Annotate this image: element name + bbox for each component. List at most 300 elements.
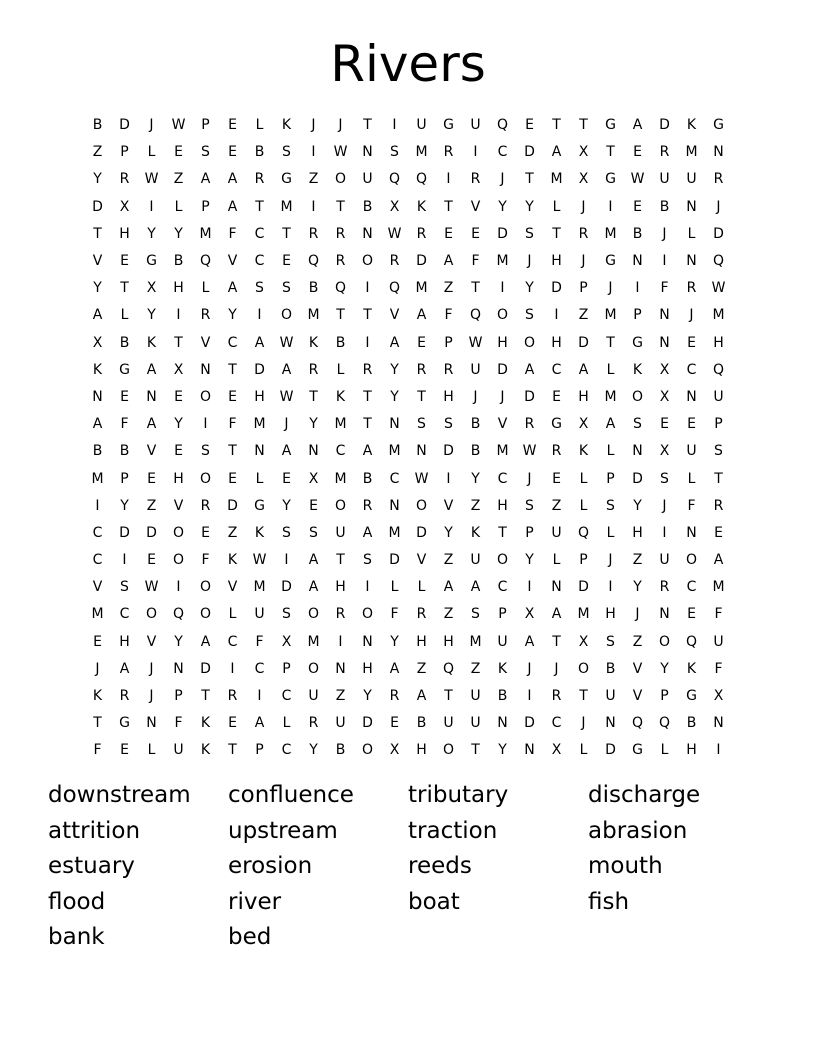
grid-row: [84, 656, 732, 683]
grid-letter: G: [713, 117, 724, 134]
grid-letter: D: [524, 715, 535, 732]
grid-letter: Y: [444, 524, 453, 541]
grid-letter: I: [392, 117, 397, 134]
grid-letter: K: [200, 715, 211, 732]
grid-letter: T: [120, 280, 129, 297]
grid-letter: O: [334, 497, 347, 514]
grid-letter: M: [685, 144, 698, 161]
grid-letter: H: [119, 225, 130, 242]
grid-letter: U: [605, 688, 616, 705]
grid-letter: Y: [498, 198, 507, 215]
grid-letter: O: [442, 742, 455, 759]
grid-letter: T: [363, 117, 372, 134]
grid-letter: S: [282, 524, 291, 541]
grid-letter: T: [363, 388, 372, 405]
grid-letter: L: [282, 715, 291, 732]
grid-letter: B: [362, 470, 373, 487]
grid-letter: H: [119, 633, 130, 650]
grid-letter: Z: [227, 524, 238, 541]
grid-letter: S: [606, 497, 615, 514]
grid-letter: O: [334, 171, 347, 188]
grid-letter: Y: [390, 633, 399, 650]
grid-letter: U: [659, 552, 670, 569]
grid-letter: H: [416, 633, 427, 650]
grid-letter: E: [147, 470, 156, 487]
grid-letter: S: [633, 416, 642, 433]
grid-letter: Q: [388, 171, 401, 188]
grid-letter: K: [416, 198, 427, 215]
grid-letter: A: [254, 334, 265, 351]
grid-letter: A: [119, 660, 130, 677]
grid-letter: M: [496, 253, 509, 270]
grid-letter: R: [308, 225, 319, 242]
grid-letter: D: [119, 117, 130, 134]
grid-letter: C: [92, 552, 103, 569]
grid-letter: S: [390, 144, 399, 161]
grid-letter: S: [525, 307, 534, 324]
grid-letter: D: [200, 660, 211, 677]
grid-letter: H: [362, 660, 373, 677]
grid-row: [84, 629, 732, 656]
grid-letter: I: [257, 307, 262, 324]
grid-letter: W: [252, 552, 267, 569]
grid-letter: X: [281, 633, 292, 650]
grid-letter: Q: [334, 280, 347, 297]
grid-letter: Y: [309, 742, 318, 759]
grid-letter: H: [416, 742, 427, 759]
grid-letter: L: [417, 579, 426, 596]
grid-letter: S: [201, 144, 210, 161]
grid-letter: X: [578, 171, 589, 188]
grid-letter: C: [254, 660, 265, 677]
grid-letter: P: [120, 470, 129, 487]
word-list-item: erosion: [228, 853, 313, 880]
grid-letter: K: [470, 524, 481, 541]
grid-letter: E: [552, 470, 561, 487]
page-title: Rivers: [330, 35, 486, 93]
grid-letter: I: [95, 497, 100, 514]
grid-letter: D: [389, 552, 400, 569]
grid-letter: P: [660, 688, 669, 705]
grid-letter: R: [524, 416, 535, 433]
word-list-item: upstream: [228, 817, 338, 844]
grid-letter: J: [500, 388, 505, 405]
grid-letter: T: [201, 688, 210, 705]
grid-letter: K: [686, 660, 697, 677]
grid-row: [84, 411, 732, 438]
grid-letter: P: [201, 117, 210, 134]
grid-letter: Q: [307, 253, 320, 270]
grid-letter: Y: [660, 660, 669, 677]
grid-letter: O: [199, 470, 212, 487]
grid-letter: N: [686, 253, 697, 270]
grid-letter: I: [257, 688, 262, 705]
grid-letter: S: [525, 225, 534, 242]
grid-letter: Q: [199, 253, 212, 270]
grid-letter: Z: [632, 633, 643, 650]
grid-letter: Q: [577, 524, 590, 541]
grid-letter: O: [199, 606, 212, 623]
grid-letter: R: [470, 171, 481, 188]
grid-letter: K: [281, 117, 292, 134]
grid-letter: T: [525, 171, 534, 188]
grid-letter: A: [281, 361, 292, 378]
grid-letter: T: [93, 225, 102, 242]
grid-letter: V: [227, 579, 238, 596]
grid-letter: B: [605, 660, 616, 677]
grid-letter: I: [230, 660, 235, 677]
grid-letter: E: [714, 524, 723, 541]
grid-letter: R: [416, 361, 427, 378]
grid-letter: Y: [498, 742, 507, 759]
grid-letter: J: [527, 470, 532, 487]
grid-letter: N: [497, 715, 508, 732]
grid-letter: I: [365, 280, 370, 297]
grid-letter: G: [686, 688, 697, 705]
grid-letter: Q: [685, 633, 698, 650]
grid-row: [84, 601, 732, 628]
grid-letter: L: [606, 524, 615, 541]
grid-letter: E: [417, 334, 426, 351]
grid-letter: E: [687, 334, 696, 351]
grid-letter: I: [662, 253, 667, 270]
grid-letter: B: [632, 225, 643, 242]
grid-letter: U: [416, 117, 427, 134]
grid-letter: E: [552, 388, 561, 405]
grid-letter: Q: [712, 253, 725, 270]
grid-letter: B: [119, 443, 130, 460]
grid-letter: V: [146, 633, 157, 650]
grid-letter: W: [144, 171, 159, 188]
grid-letter: F: [228, 225, 237, 242]
grid-letter: T: [282, 225, 291, 242]
grid-letter: I: [176, 579, 181, 596]
grid-letter: U: [470, 552, 481, 569]
grid-letter: A: [281, 443, 292, 460]
grid-letter: M: [307, 307, 320, 324]
grid-letter: I: [608, 579, 613, 596]
grid-letter: R: [362, 497, 373, 514]
grid-letter: J: [608, 552, 613, 569]
grid-letter: N: [362, 633, 373, 650]
grid-letter: A: [578, 361, 589, 378]
grid-letter: Z: [308, 171, 319, 188]
grid-letter: P: [579, 280, 588, 297]
grid-letter: S: [660, 470, 669, 487]
grid-letter: O: [199, 579, 212, 596]
grid-letter: E: [228, 388, 237, 405]
grid-letter: Q: [496, 117, 509, 134]
grid-letter: A: [254, 715, 265, 732]
grid-letter: Z: [470, 660, 481, 677]
grid-letter: T: [714, 470, 723, 487]
grid-letter: E: [174, 144, 183, 161]
grid-letter: K: [686, 117, 697, 134]
grid-letter: H: [173, 280, 184, 297]
grid-letter: U: [362, 171, 373, 188]
grid-letter: P: [579, 552, 588, 569]
grid-letter: U: [551, 524, 562, 541]
grid-row: [84, 194, 732, 221]
grid-letter: X: [389, 742, 400, 759]
grid-letter: Y: [174, 225, 183, 242]
grid-letter: A: [389, 660, 400, 677]
grid-letter: M: [91, 606, 104, 623]
grid-letter: X: [659, 361, 670, 378]
grid-letter: X: [173, 361, 184, 378]
grid-letter: U: [470, 715, 481, 732]
grid-letter: R: [659, 579, 670, 596]
grid-letter: N: [659, 307, 670, 324]
grid-letter: I: [311, 144, 316, 161]
grid-letter: Y: [390, 361, 399, 378]
grid-letter: L: [579, 470, 588, 487]
grid-letter: O: [280, 307, 293, 324]
grid-letter: X: [659, 388, 670, 405]
grid-letter: N: [335, 660, 346, 677]
grid-letter: A: [443, 253, 454, 270]
grid-letter: M: [712, 579, 725, 596]
grid-letter: D: [497, 361, 508, 378]
grid-letter: P: [633, 307, 642, 324]
grid-letter: H: [443, 388, 454, 405]
grid-letter: N: [524, 742, 535, 759]
grid-letter: R: [416, 606, 427, 623]
grid-letter: B: [92, 117, 103, 134]
grid-letter: S: [525, 497, 534, 514]
grid-letter: D: [119, 524, 130, 541]
grid-letter: J: [581, 253, 586, 270]
grid-letter: D: [632, 470, 643, 487]
grid-letter: S: [606, 633, 615, 650]
grid-letter: H: [632, 524, 643, 541]
grid-letter: B: [119, 334, 130, 351]
grid-letter: Z: [551, 497, 562, 514]
grid-letter: J: [581, 715, 586, 732]
grid-row: [84, 574, 732, 601]
grid-letter: B: [335, 742, 346, 759]
grid-letter: S: [282, 144, 291, 161]
grid-letter: A: [227, 198, 238, 215]
grid-letter: K: [254, 524, 265, 541]
grid-letter: E: [228, 470, 237, 487]
grid-row: [84, 275, 732, 302]
grid-letter: L: [390, 579, 399, 596]
grid-letter: T: [498, 524, 507, 541]
grid-letter: L: [687, 225, 696, 242]
grid-letter: C: [497, 579, 508, 596]
grid-letter: W: [279, 334, 294, 351]
grid-letter: R: [416, 225, 427, 242]
grid-letter: W: [279, 388, 294, 405]
grid-letter: V: [497, 416, 508, 433]
grid-letter: G: [605, 117, 616, 134]
grid-letter: D: [227, 497, 238, 514]
grid-letter: B: [308, 280, 319, 297]
grid-row: [84, 493, 732, 520]
grid-letter: J: [716, 198, 721, 215]
grid-letter: E: [633, 198, 642, 215]
grid-letter: Z: [443, 280, 454, 297]
grid-letter: U: [686, 443, 697, 460]
grid-letter: H: [335, 579, 346, 596]
grid-letter: I: [338, 633, 343, 650]
grid-letter: F: [390, 606, 399, 623]
grid-letter: S: [255, 280, 264, 297]
grid-letter: Y: [93, 171, 102, 188]
grid-letter: R: [308, 715, 319, 732]
grid-letter: C: [335, 443, 346, 460]
grid-letter: P: [174, 688, 183, 705]
grid-letter: M: [280, 198, 293, 215]
grid-letter: A: [443, 579, 454, 596]
grid-letter: Z: [92, 144, 103, 161]
grid-letter: J: [527, 253, 532, 270]
grid-letter: T: [552, 225, 561, 242]
grid-letter: H: [173, 470, 184, 487]
grid-letter: B: [686, 715, 697, 732]
grid-letter: L: [255, 470, 264, 487]
grid-letter: A: [632, 117, 643, 134]
grid-letter: L: [552, 552, 561, 569]
grid-letter: T: [417, 388, 426, 405]
grid-letter: R: [443, 144, 454, 161]
grid-letter: H: [713, 334, 724, 351]
grid-letter: K: [632, 361, 643, 378]
grid-row: [84, 112, 732, 139]
grid-letter: F: [228, 416, 237, 433]
grid-letter: A: [713, 552, 724, 569]
grid-letter: R: [713, 497, 724, 514]
grid-letter: Z: [578, 307, 589, 324]
grid-letter: L: [579, 497, 588, 514]
grid-letter: C: [281, 742, 292, 759]
grid-letter: X: [578, 144, 589, 161]
grid-row: [84, 683, 732, 710]
grid-letter: M: [334, 416, 347, 433]
word-list-item: estuary: [48, 853, 135, 880]
grid-letter: B: [173, 253, 184, 270]
grid-letter: W: [711, 280, 726, 297]
grid-letter: O: [415, 497, 428, 514]
grid-letter: C: [497, 470, 508, 487]
grid-letter: E: [120, 253, 129, 270]
grid-letter: I: [527, 688, 532, 705]
grid-row: [84, 547, 732, 574]
grid-letter: E: [174, 388, 183, 405]
grid-letter: L: [579, 742, 588, 759]
grid-letter: S: [471, 606, 480, 623]
grid-letter: B: [254, 144, 265, 161]
grid-letter: P: [201, 198, 210, 215]
grid-letter: O: [307, 606, 320, 623]
grid-letter: T: [309, 388, 318, 405]
grid-letter: S: [714, 443, 723, 460]
grid-letter: L: [201, 280, 210, 297]
grid-letter: E: [228, 144, 237, 161]
grid-letter: P: [444, 334, 453, 351]
grid-letter: G: [119, 715, 130, 732]
grid-letter: J: [635, 606, 640, 623]
grid-letter: N: [362, 225, 373, 242]
grid-letter: H: [578, 388, 589, 405]
grid-letter: E: [228, 715, 237, 732]
grid-letter: A: [389, 334, 400, 351]
grid-letter: D: [416, 253, 427, 270]
grid-letter: W: [387, 225, 402, 242]
grid-letter: M: [415, 144, 428, 161]
grid-letter: B: [497, 688, 508, 705]
grid-letter: K: [92, 361, 103, 378]
grid-letter: L: [228, 606, 237, 623]
grid-letter: T: [363, 416, 372, 433]
grid-letter: J: [95, 660, 100, 677]
grid-letter: N: [713, 144, 724, 161]
grid-letter: K: [308, 334, 319, 351]
grid-letter: O: [361, 606, 374, 623]
grid-letter: D: [578, 579, 589, 596]
grid-letter: U: [308, 688, 319, 705]
grid-letter: J: [662, 497, 667, 514]
grid-letter: L: [147, 742, 156, 759]
grid-letter: V: [632, 688, 643, 705]
grid-letter: Z: [632, 552, 643, 569]
grid-letter: C: [281, 688, 292, 705]
grid-letter: U: [470, 688, 481, 705]
grid-letter: K: [200, 742, 211, 759]
grid-letter: J: [581, 198, 586, 215]
grid-letter: V: [470, 198, 481, 215]
grid-letter: C: [686, 579, 697, 596]
grid-letter: E: [687, 416, 696, 433]
grid-letter: W: [630, 171, 645, 188]
grid-letter: K: [227, 552, 238, 569]
grid-letter: Q: [388, 280, 401, 297]
grid-letter: P: [714, 416, 723, 433]
grid-letter: I: [311, 198, 316, 215]
grid-letter: F: [120, 416, 129, 433]
grid-letter: O: [577, 660, 590, 677]
grid-letter: Y: [525, 552, 534, 569]
grid-letter: F: [174, 715, 183, 732]
grid-letter: Q: [631, 715, 644, 732]
grid-letter: Q: [469, 307, 482, 324]
grid-letter: W: [333, 144, 348, 161]
grid-letter: A: [524, 361, 535, 378]
grid-letter: I: [716, 742, 721, 759]
grid-letter: L: [255, 117, 264, 134]
grid-letter: T: [93, 715, 102, 732]
grid-letter: Y: [525, 280, 534, 297]
grid-letter: F: [471, 253, 480, 270]
grid-letter: M: [91, 470, 104, 487]
grid-letter: P: [606, 470, 615, 487]
grid-letter: I: [500, 280, 505, 297]
grid-letter: O: [496, 307, 509, 324]
grid-letter: R: [254, 171, 265, 188]
grid-letter: A: [308, 552, 319, 569]
grid-letter: C: [119, 606, 130, 623]
grid-letter: M: [388, 524, 401, 541]
grid-letter: M: [307, 633, 320, 650]
grid-letter: F: [201, 552, 210, 569]
grid-letter: D: [551, 280, 562, 297]
grid-letter: A: [362, 524, 373, 541]
grid-letter: J: [689, 307, 694, 324]
grid-letter: F: [687, 497, 696, 514]
grid-letter: Y: [390, 388, 399, 405]
grid-letter: J: [608, 280, 613, 297]
